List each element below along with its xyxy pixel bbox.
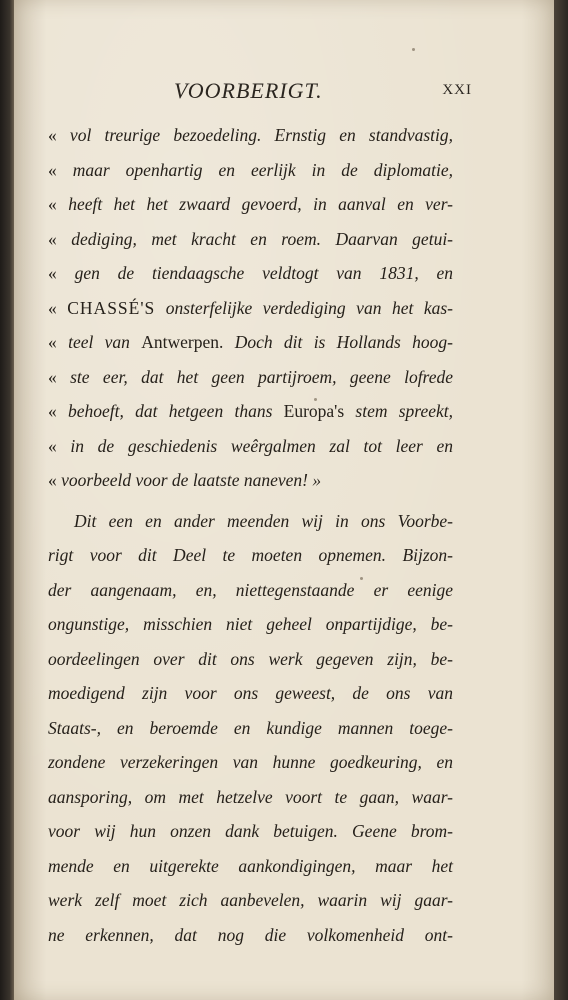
text-line: der aangenaam, en, niettegenstaande er eenige [48,579,453,600]
text-line: mende en uitgerekte aankondigingen, maar het [48,855,453,876]
text-line: « gen de tiendaagsche veldtogt van 1831, en [48,263,454,283]
text-line: « vol treurige bezoedeling. Ernstig en standvastig, [48,125,453,145]
body-text [48,118,453,952]
name-chasse: CHASSÉ'S [67,297,156,318]
paper-speck [360,577,363,580]
text-line: « dediging, met kracht en roem. Daarvan getui- [48,228,454,249]
text-line: « ste eer, dat het geen partijroem, geene lofrede [48,366,454,387]
paper-speck [314,398,317,401]
place-europa: Europa's [283,401,345,421]
paragraph-start-line: Dit een en ander meenden wij in ons Voorbe- [74,510,453,531]
text-line: « in de geschiedenis weêrgalmen zal tot leer en [48,435,453,456]
text-line: voor wij hun onzen dank betuigen. Geene brom- [48,821,453,841]
page-header [14,78,554,108]
text-line: aansporing, om met hetzelve voort te gaan, waar- [48,786,453,807]
text-line: « voorbeeld voor de laatste naneven! » [48,470,322,490]
text-line: « maar openhartig en eerlijk in de diplomatie, [48,159,454,180]
text-line: « CHASSÉ'S onsterfelijke verdediging van het kas- [48,297,453,318]
paper-speck [412,48,415,51]
running-title: VOORBERIGT. [174,78,323,103]
text-line: moedigend zijn voor ons geweest, de ons van [48,683,453,703]
text-line: oordeelingen over dit ons werk gegeven zijn, be- [48,648,453,669]
text-line: werk zelf moet zich aanbevelen, waarin wij gaar- [48,890,453,910]
text-line: rigt voor dit Deel te moeten opnemen. Bijzon- [48,545,453,565]
place-antwerpen: Antwerpen. [141,332,224,352]
text-line: ne erkennen, dat nog die volkomenheid ont- [48,924,453,945]
text-line: « teel van Antwerpen. Doch dit is Hollands hoog- [48,332,453,352]
text-line: Staats-, en beroemde en kundige mannen toege- [48,717,453,738]
page-number: XXI [442,82,472,98]
scan-border-left [0,0,14,1000]
text-line: zondene verzekeringen van hunne goedkeuring, en [48,752,453,772]
text-line: « behoeft, dat hetgeen thans Europa's stem spreekt, [48,401,453,421]
scan-border-right [554,0,568,1000]
text-line: ongunstige, misschien niet geheel onpartijdige, be- [48,614,453,634]
book-page [14,0,554,1000]
text-line: « heeft het het zwaard gevoerd, in aanval en ver- [48,194,453,214]
